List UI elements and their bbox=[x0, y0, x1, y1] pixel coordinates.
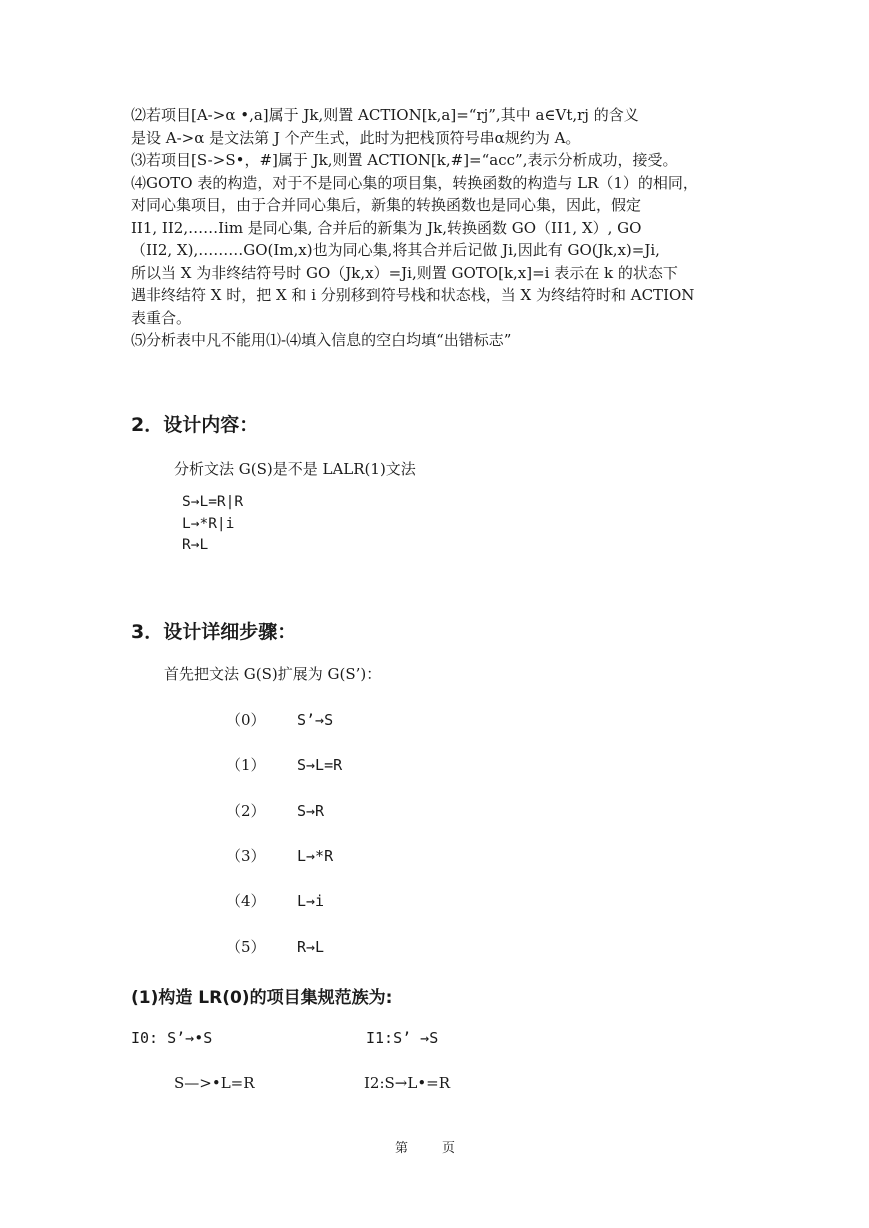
production-number: （4） bbox=[226, 892, 266, 910]
production-number: （1） bbox=[226, 756, 266, 774]
footer-page-label: 第 bbox=[395, 1141, 409, 1156]
section-3-heading: 3．设计详细步骤： bbox=[131, 621, 297, 643]
grammar-rules bbox=[182, 492, 243, 557]
production-rule: S→R bbox=[297, 802, 325, 820]
intro-line: （II2, X),………GO(Im,x)也为同心集,将其合并后记做 Ji,因此有 GO(Jk,x)=Ji, bbox=[131, 241, 660, 259]
item-set-i1: I1:S’ →S bbox=[366, 1029, 439, 1047]
section-2-text: 分析文法 G(S)是不是 LALR(1)文法 bbox=[174, 460, 416, 478]
grammar-rule: R→L bbox=[182, 537, 209, 553]
intro-line: 对同心集项目，由于合并同心集后，新集的转换函数也是同心集，因此，假定 bbox=[131, 196, 642, 214]
production-rule: S→L=R bbox=[297, 756, 343, 774]
production-rule: L→i bbox=[297, 892, 325, 910]
production-number: （0） bbox=[226, 711, 266, 729]
intro-line: 表重合。 bbox=[131, 308, 192, 327]
intro-paragraph bbox=[131, 104, 746, 352]
intro-line: 遇非终结符 X 时，把 X 和 i 分别移到符号栈和状态栈，当 X 为终结符时和 ACTION bbox=[131, 286, 695, 304]
intro-line: II1, II2,……Iim 是同心集, 合并后的新集为 Jk,转换函数 GO（II1, X）, GO bbox=[131, 218, 642, 237]
footer-page-suffix: 页 bbox=[442, 1141, 456, 1156]
section-2-heading: 2．设计内容： bbox=[131, 414, 259, 436]
intro-line: ⑸分析表中凡不能用⑴-⑷填入信息的空白均填“出错标志” bbox=[131, 331, 512, 349]
section-3-text: 首先把文法 G(S)扩展为 G(S’)： bbox=[164, 665, 382, 683]
intro-line: 所以当 X 为非终结符号时 GO（Jk,x）=Ji,则置 GOTO[k,x]=i 表示在 k 的状态下 bbox=[131, 263, 678, 282]
production-item bbox=[226, 709, 333, 730]
production-item bbox=[226, 754, 342, 775]
production-item bbox=[226, 800, 324, 821]
intro-line: ⑵若项目[A->α •,a]属于 Jk,则置 ACTION[k,a]=“rj”,其中 a∈Vt,rj 的含义 bbox=[131, 106, 639, 124]
page-footer bbox=[395, 1137, 455, 1156]
production-number: （5） bbox=[226, 938, 266, 956]
intro-line: ⑶若项目[S->S•，#]属于 Jk,则置 ACTION[k,#]=“acc”,表示分析成功，接受。 bbox=[131, 151, 678, 169]
intro-line: 是设 A->α 是文法第 J 个产生式，此时为把栈顶符号串α规约为 A。 bbox=[131, 128, 581, 147]
item-set-i0-item: S—>•L=R bbox=[174, 1074, 255, 1092]
production-rule: S’→S bbox=[297, 711, 334, 729]
production-item bbox=[226, 890, 324, 911]
production-item bbox=[226, 936, 324, 957]
production-number: （3） bbox=[226, 847, 266, 865]
grammar-rule: S→L=R|R bbox=[182, 494, 244, 510]
item-set-i0: I0: S’→•S bbox=[131, 1029, 213, 1047]
item-set-i2: I2:S→L•=R bbox=[364, 1074, 451, 1092]
production-rule: L→*R bbox=[297, 847, 334, 865]
production-number: （2） bbox=[226, 802, 266, 820]
intro-line: ⑷GOTO 表的构造，对于不是同心集的项目集，转换函数的构造与 LR（1）的相同， bbox=[131, 173, 698, 192]
production-rule: R→L bbox=[297, 938, 325, 956]
production-item bbox=[226, 845, 333, 866]
grammar-rule: L→*R|i bbox=[182, 515, 235, 532]
item-set-heading: (1)构造 LR(0)的项目集规范族为: bbox=[131, 988, 393, 1008]
